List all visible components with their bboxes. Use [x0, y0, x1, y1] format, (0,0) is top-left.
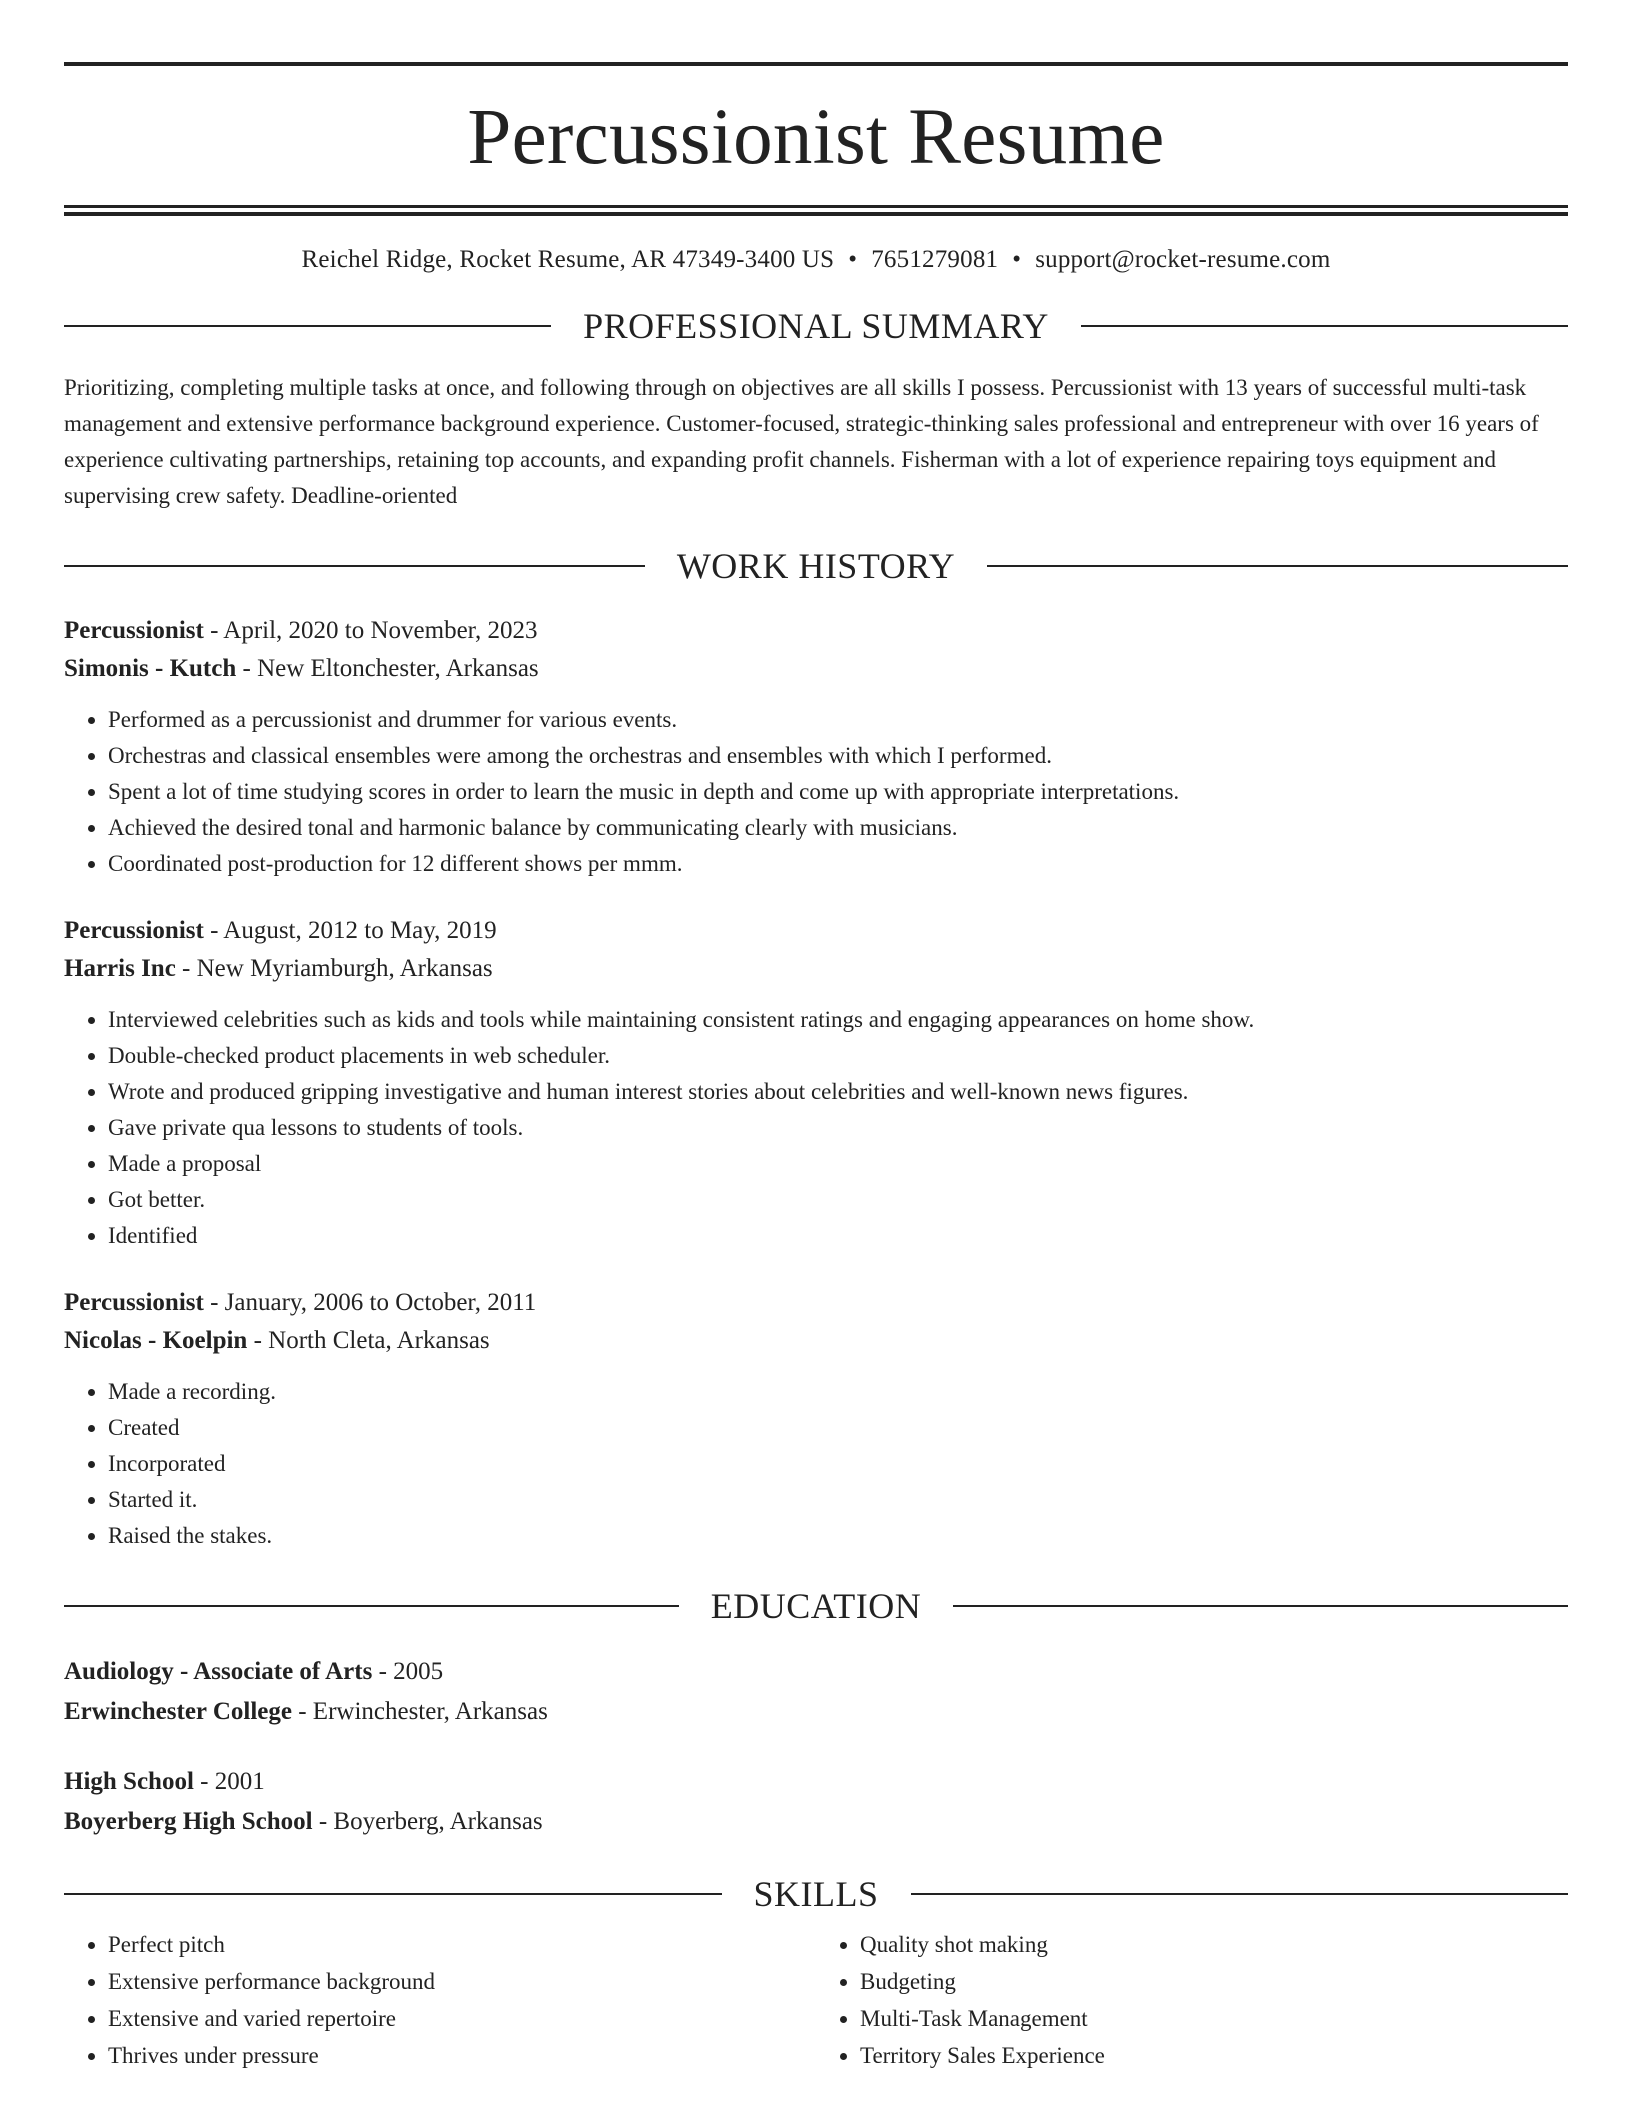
education-entry [64, 1762, 1568, 1842]
page-title: Percussionist Resume [467, 94, 1165, 181]
list-item: • Double-checked product placements in web scheduler. [108, 1038, 1568, 1074]
skill-item: • Extensive and varied repertoire [108, 2000, 816, 2037]
title-double-rule [64, 205, 1568, 216]
summary-heading: PROFESSIONAL SUMMARY [583, 306, 1049, 346]
list-item: • Made a proposal [108, 1146, 1568, 1182]
job-dates: - August, 2012 to May, 2019 [203, 917, 497, 944]
contact-email: support@rocket-resume.com [1035, 246, 1331, 273]
skill-item: • Multi-Task Management [860, 2000, 1568, 2037]
job-company-line [64, 650, 1568, 688]
skill-item: • Perfect pitch [108, 1926, 816, 1963]
list-item: • Incorporated [108, 1446, 1568, 1482]
job-title: Percussionist [64, 617, 204, 644]
skill-item: • Territory Sales Experience [860, 2037, 1568, 2074]
job-entry [64, 912, 1568, 1254]
list-item: • Started it. [108, 1482, 1568, 1518]
divider [987, 565, 1568, 567]
education-heading: EDUCATION [710, 1586, 922, 1626]
job-title: Percussionist [64, 917, 204, 944]
job-location: - North Cleta, Arkansas [247, 1327, 490, 1354]
list-item: • Raised the stakes. [108, 1518, 1568, 1554]
school-location: - Boyerberg, Arkansas [312, 1808, 543, 1835]
skill-item: • Thrives under pressure [108, 2037, 816, 2074]
list-item: • Orchestras and classical ensembles were among the orchestras and ensembles with which I performed. [108, 738, 1568, 774]
contact-phone: 7651279081 [871, 246, 999, 273]
job-company-line [64, 1322, 1568, 1360]
skill-item: • Budgeting [860, 1963, 1568, 2000]
job-company: Simonis - Kutch [64, 655, 237, 682]
contact-separator: • [848, 246, 858, 273]
job-bullets [64, 1374, 1568, 1554]
job-location: - New Myriamburgh, Arkansas [175, 955, 493, 982]
list-item: • Performed as a percussionist and drummer for various events. [108, 702, 1568, 738]
job-bullets [64, 1002, 1568, 1254]
list-item: • Got better. [108, 1182, 1568, 1218]
education-entry [64, 1652, 1568, 1732]
job-title: Percussionist [64, 1289, 204, 1316]
job-company: Nicolas - Koelpin [64, 1327, 248, 1354]
degree-year: - 2001 [193, 1768, 265, 1795]
list-item: • Spent a lot of time studying scores in order to learn the music in depth and come up with appropriate interpretations. [108, 774, 1568, 810]
list-item: • Created [108, 1410, 1568, 1446]
skills-section-heading [64, 1876, 1568, 1912]
skill-item: • Extensive performance background [108, 1963, 816, 2000]
school-location: - Erwinchester, Arkansas [291, 1698, 548, 1725]
education-section-heading [64, 1588, 1568, 1624]
skills-column-left [64, 1926, 816, 2074]
list-item: • Made a recording. [108, 1374, 1568, 1410]
job-company: Harris Inc [64, 955, 176, 982]
divider [64, 1605, 679, 1607]
list-item: • Gave private qua lessons to students of tools. [108, 1110, 1568, 1146]
degree-line [64, 1652, 1568, 1692]
divider [911, 1893, 1569, 1895]
degree-line [64, 1762, 1568, 1802]
divider [953, 1605, 1568, 1607]
degree: Audiology - Associate of Arts [64, 1658, 373, 1685]
degree-year: - 2005 [372, 1658, 444, 1685]
resume-page [64, 62, 1568, 2074]
school-line [64, 1692, 1568, 1732]
job-title-line [64, 612, 1568, 650]
school: Boyerberg High School [64, 1808, 313, 1835]
school-line [64, 1802, 1568, 1842]
work-section-heading [64, 548, 1568, 584]
job-bullets [64, 702, 1568, 882]
school: Erwinchester College [64, 1698, 292, 1725]
job-dates: - April, 2020 to November, 2023 [203, 617, 538, 644]
work-heading: WORK HISTORY [676, 546, 956, 586]
job-entry [64, 1284, 1568, 1554]
skill-item: • Quality shot making [860, 1926, 1568, 1963]
divider [64, 565, 645, 567]
skills-list [64, 1926, 1568, 2074]
list-item: • Coordinated post-production for 12 different shows per mmm. [108, 846, 1568, 882]
contact-line [64, 246, 1568, 274]
top-rule [64, 62, 1568, 66]
divider [64, 325, 551, 327]
job-dates: - January, 2006 to October, 2011 [203, 1289, 537, 1316]
summary-text: Prioritizing, completing multiple tasks at once, and following through on objectives are all skills I possess. Percussionist with 13 years of successful multi-task management and extensive performance background experience. Customer-focused, strategic-thinking sales professional and entrepreneur with over 16 years of experience cultivating partnerships, retaining top accounts, and expanding profit channels. Fisherman with a lot of experience repairing toys equipment and supervising crew safety. Deadline-oriented [64, 375, 1539, 508]
job-title-line [64, 912, 1568, 950]
divider [64, 1893, 722, 1895]
job-title-line [64, 1284, 1568, 1322]
list-item: • Wrote and produced gripping investigative and human interest stories about celebrities and well-known news figures. [108, 1074, 1568, 1110]
list-item: • Identified [108, 1218, 1568, 1254]
list-item: • Interviewed celebrities such as kids and tools while maintaining consistent ratings and engaging appearances on home show. [108, 1002, 1568, 1038]
job-location: - New Eltonchester, Arkansas [236, 655, 539, 682]
skills-column-right [816, 1926, 1568, 2074]
divider [1081, 325, 1568, 327]
skills-heading: SKILLS [753, 1874, 879, 1914]
degree: High School [64, 1768, 194, 1795]
summary-section-heading [64, 308, 1568, 344]
list-item: • Achieved the desired tonal and harmonic balance by communicating clearly with musicians. [108, 810, 1568, 846]
job-entry [64, 612, 1568, 882]
job-company-line [64, 950, 1568, 988]
contact-address: Reichel Ridge, Rocket Resume, AR 47349-3400 US [301, 246, 835, 273]
contact-separator: • [1012, 246, 1022, 273]
